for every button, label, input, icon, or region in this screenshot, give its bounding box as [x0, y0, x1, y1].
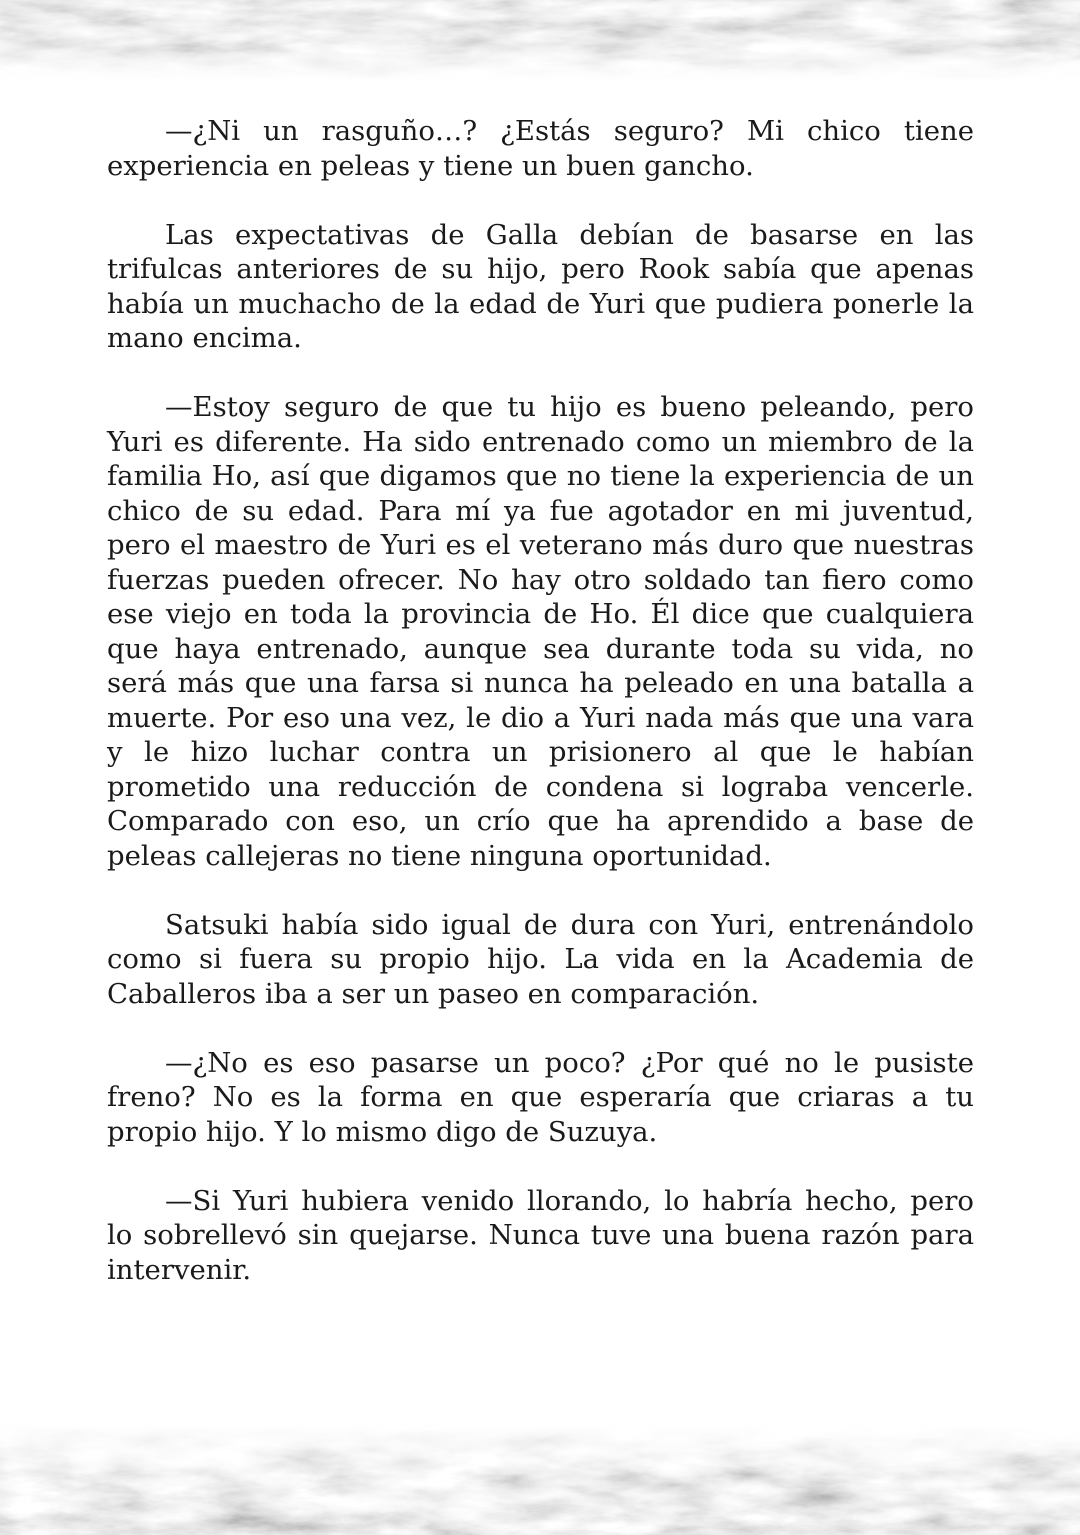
paragraph-2: Las expectativas de Galla debían de basarse en las trifulcas anteriores de su hijo, pero Rook sabía que apenas había un muchacho de la edad de Yuri que pudiera ponerle la mano encima. — [107, 218, 974, 354]
paragraph-5: —¿No es eso pasarse un poco? ¿Por qué no le pusiste freno? No es la forma en que esperaría que criaras a tu propio hijo. Y lo mismo digo de Suzuya. — [107, 1046, 974, 1148]
marble-texture-top-decoration — [0, 0, 1080, 80]
marble-texture-bottom-decoration — [0, 1425, 1080, 1535]
paragraph-1: —¿Ni un rasguño…? ¿Estás seguro? Mi chico tiene experiencia en peleas y tiene un buen gancho. — [107, 115, 974, 182]
paragraph-4: Satsuki había sido igual de dura con Yuri, entrenándolo como si fuera su propio hijo. La vida en la Academia de Caballeros iba a ser un paseo en comparación. — [107, 908, 974, 1010]
paragraph-6: —Si Yuri hubiera venido llorando, lo habría hecho, pero lo sobrellevó sin quejarse. Nunca tuve una buena razón para intervenir. — [107, 1184, 974, 1286]
paragraph-3: —Estoy seguro de que tu hijo es bueno peleando, pero Yuri es diferente. Ha sido entrenado como un miembro de la familia Ho, así que digamos que no tiene la experiencia de un chico de su edad. Para mí ya fue agotador en mi juventud, pero el maestro de Yuri es el veterano más duro que nuestras fuerzas pueden ofrecer. No hay otro soldado tan fiero como ese viejo en toda la provincia de Ho. Él dice que cualquiera que haya entrenado, aunque sea durante toda su vida, no será más que una farsa si nunca ha peleado en una batalla a muerte. Por eso una vez, le dio a Yuri nada más que una vara y le hizo luchar contra un prisionero al que le habían prometido una reducción de condena si lograba vencerle. Comparado con eso, un crío que ha aprendido a base de peleas callejeras no tiene ninguna oportunidad. — [107, 391, 974, 872]
page-text — [107, 114, 974, 1322]
